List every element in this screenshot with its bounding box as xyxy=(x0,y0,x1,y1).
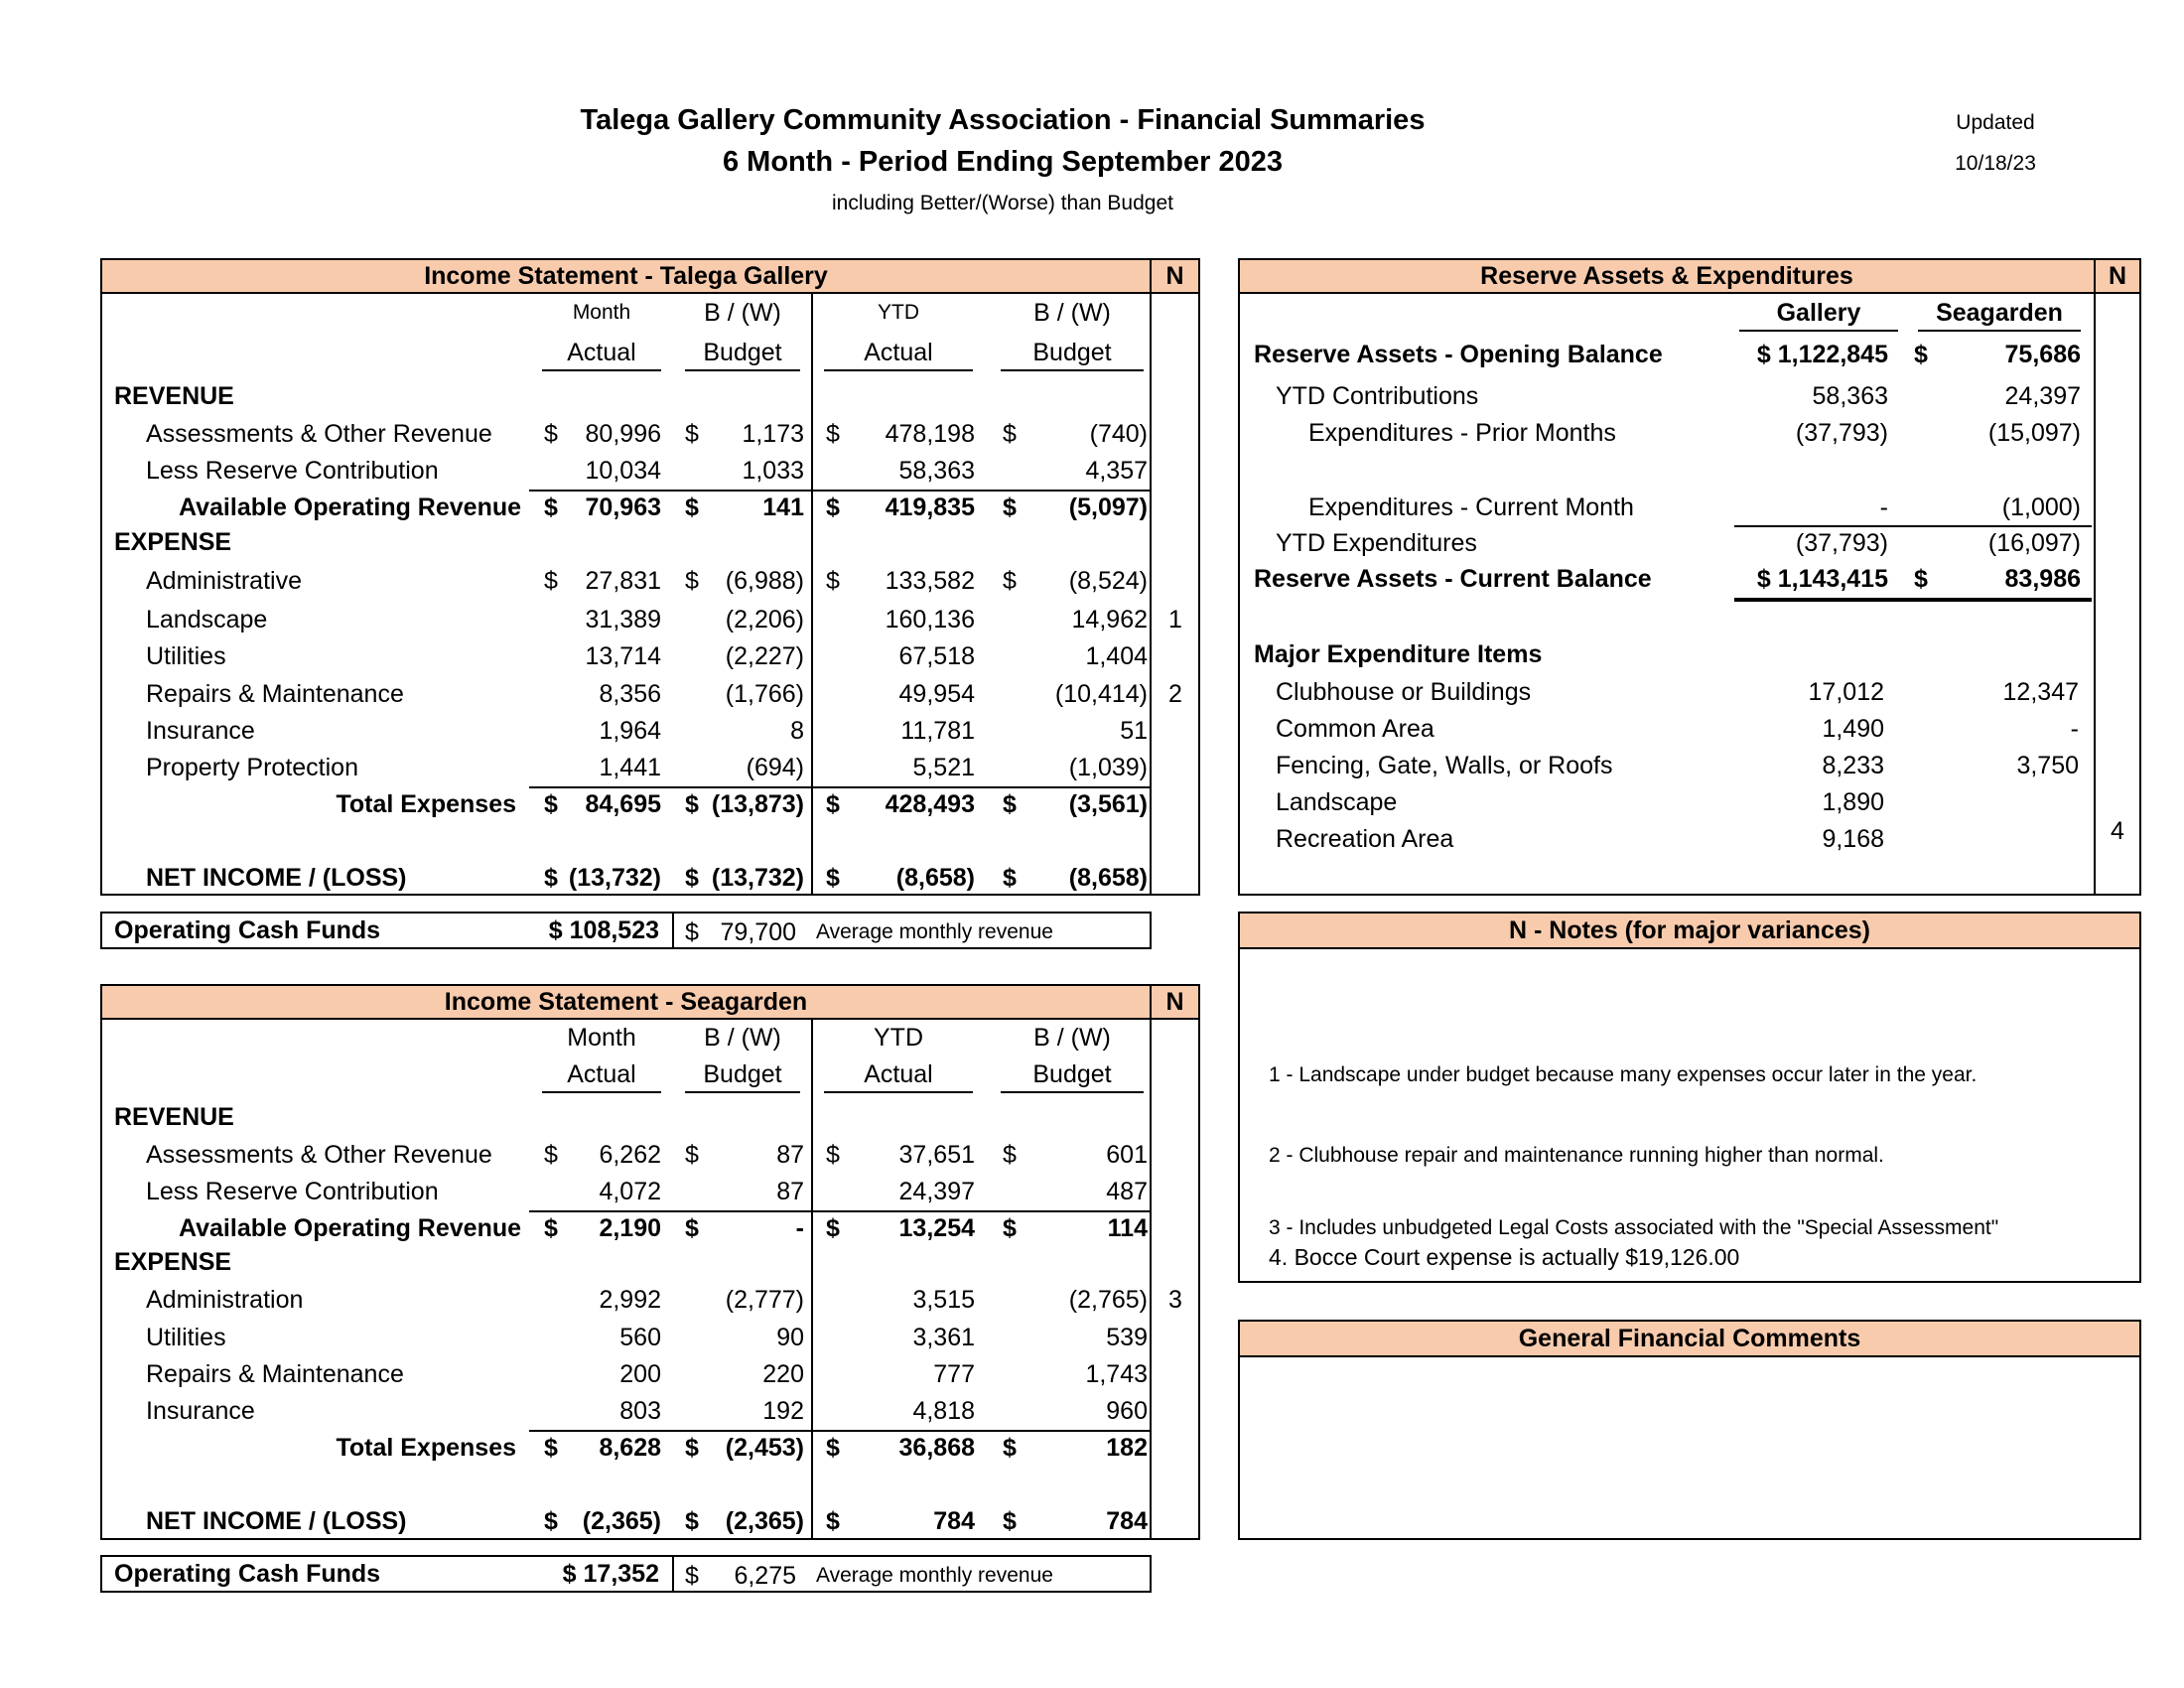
seagarden-head-rule-3 xyxy=(824,1091,973,1093)
gallery-month-actual: 27,831 xyxy=(585,567,661,595)
reserve-rule-double xyxy=(1734,598,2092,602)
seagarden-month-actual: (2,365) xyxy=(582,1507,661,1535)
gallery-month-actual: 8,356 xyxy=(599,680,661,708)
gallery-month-budget: 1,173 xyxy=(742,420,804,448)
reserve-title xyxy=(1238,258,2096,294)
gallery-cash-label: Operating Cash Funds xyxy=(114,916,381,944)
reserve-head-rule-1 xyxy=(1739,330,1898,332)
seagarden-month-budget: 87 xyxy=(776,1178,804,1205)
seagarden-row-label: NET INCOME / (LOSS) xyxy=(146,1507,407,1535)
seagarden-colhead-month: Month xyxy=(567,1024,636,1052)
seagarden-dollar-sign: $ xyxy=(685,1214,699,1242)
reserve-rule-ytd xyxy=(1734,525,2092,527)
n-head-text: N xyxy=(1165,262,1184,290)
gallery-colhead-budget2: Budget xyxy=(1032,339,1112,366)
gallery-rule-total xyxy=(529,786,1150,788)
reserve-row-label: Reserve Assets - Current Balance xyxy=(1254,565,1652,593)
gallery-expense-label: EXPENSE xyxy=(114,528,232,556)
seagarden-head-rule-2 xyxy=(685,1091,800,1093)
seagarden-dollar-sign: $ xyxy=(685,1507,699,1535)
gallery-dollar-sign: $ xyxy=(544,493,558,521)
reserve-gallery-value: - xyxy=(1879,493,1888,521)
seagarden-dollar-sign: $ xyxy=(1003,1214,1017,1242)
seagarden-row-label: Assessments & Other Revenue xyxy=(146,1141,492,1169)
gallery-row-label: Repairs & Maintenance xyxy=(146,680,404,708)
major-item-seagarden: - xyxy=(2070,715,2079,743)
seagarden-ytd-actual: 36,868 xyxy=(898,1434,975,1462)
gallery-month-actual: 70,963 xyxy=(585,493,661,521)
seagarden-colhead-actual2: Actual xyxy=(864,1060,933,1088)
seagarden-ytd-actual: 37,651 xyxy=(898,1141,975,1169)
gallery-head-rule-1 xyxy=(542,369,661,371)
seagarden-avg-value: 6,275 xyxy=(734,1562,796,1590)
gallery-avg-value: 79,700 xyxy=(720,918,796,946)
gallery-n-header xyxy=(1150,258,1200,294)
seagarden-month-actual: 2,190 xyxy=(599,1214,661,1242)
seagarden-cash-divider xyxy=(672,1555,674,1593)
reserve-n-divider xyxy=(2094,258,2096,896)
gallery-dollar-sign: $ xyxy=(826,790,840,818)
gallery-ytd-actual: 67,518 xyxy=(898,642,975,670)
major-item-label: Landscape xyxy=(1276,788,1398,816)
seagarden-dollar-sign: $ xyxy=(544,1214,558,1242)
gallery-income-title xyxy=(100,258,1152,294)
gallery-month-actual: (13,732) xyxy=(568,864,661,892)
seagarden-revenue-label: REVENUE xyxy=(114,1103,234,1131)
major-item-gallery: 9,168 xyxy=(1822,825,1884,853)
gallery-colhead-ytd: YTD xyxy=(878,301,919,324)
reserve-row-label: YTD Contributions xyxy=(1276,382,1479,410)
seagarden-colhead-actual1: Actual xyxy=(567,1060,636,1088)
gallery-ytd-budget: 51 xyxy=(1120,717,1148,745)
gallery-month-budget: 8 xyxy=(790,717,804,745)
seagarden-rule-total xyxy=(529,1430,1150,1432)
gallery-dollar-sign: $ xyxy=(685,420,699,448)
reserve-gallery-value: $ 1,122,845 xyxy=(1756,341,1888,368)
gallery-month-budget: (13,873) xyxy=(711,790,804,818)
gallery-month-budget: 1,033 xyxy=(742,457,804,485)
seagarden-ytd-actual: 777 xyxy=(933,1360,975,1388)
seagarden-month-actual: 200 xyxy=(619,1360,661,1388)
seagarden-ytd-budget: 784 xyxy=(1106,1507,1148,1535)
seagarden-ytd-actual: 784 xyxy=(933,1507,975,1535)
seagarden-month-actual: 4,072 xyxy=(599,1178,661,1205)
gallery-row-label: Less Reserve Contribution xyxy=(146,457,439,485)
reserve-seagarden-value: (1,000) xyxy=(2001,493,2081,521)
seagarden-month-actual: 803 xyxy=(619,1397,661,1425)
seagarden-colhead-budget1: Budget xyxy=(703,1060,782,1088)
gallery-month-budget: (1,766) xyxy=(725,680,804,708)
gallery-dollar-sign: $ xyxy=(544,864,558,892)
gallery-month-budget: (13,732) xyxy=(711,864,804,892)
gallery-row-label: NET INCOME / (LOSS) xyxy=(146,864,407,892)
major-item-seagarden: 3,750 xyxy=(2016,752,2079,779)
major-item-label: Recreation Area xyxy=(1276,825,1454,853)
gallery-ytd-budget: (10,414) xyxy=(1054,680,1148,708)
gallery-dollar-sign: $ xyxy=(1003,493,1017,521)
reserve-head-rule-2 xyxy=(1918,330,2081,332)
seagarden-dollar-sign: $ xyxy=(544,1434,558,1462)
seagarden-cash-value: $ 17,352 xyxy=(562,1560,659,1588)
seagarden-colhead-ytd: YTD xyxy=(874,1024,923,1052)
gallery-head-rule-3 xyxy=(824,369,973,371)
gallery-dollar-sign: $ xyxy=(685,493,699,521)
gallery-dollar-sign: $ xyxy=(826,864,840,892)
gallery-colhead-month: Month xyxy=(572,301,631,324)
gallery-note-ref: 2 xyxy=(1168,680,1182,708)
major-item-gallery: 8,233 xyxy=(1822,752,1884,779)
gallery-cash-value: $ 108,523 xyxy=(548,916,659,944)
gallery-row-label: Property Protection xyxy=(146,754,358,781)
seagarden-dollar-sign: $ xyxy=(685,1141,699,1169)
reserve-dollar-sign: $ xyxy=(1914,341,1928,368)
gallery-month-actual: 31,389 xyxy=(585,606,661,633)
seagarden-ytd-actual: 3,361 xyxy=(912,1324,975,1351)
reserve-seagarden-value: 75,686 xyxy=(2004,341,2081,368)
gallery-dollar-sign: $ xyxy=(1003,790,1017,818)
page-note: including Better/(Worse) than Budget xyxy=(832,192,1173,214)
gallery-dollar-sign: $ xyxy=(1003,420,1017,448)
gallery-ytd-actual: 133,582 xyxy=(885,567,975,595)
gallery-colhead-actual1: Actual xyxy=(567,339,636,366)
gallery-ytd-actual: 428,493 xyxy=(885,790,975,818)
seagarden-income-title xyxy=(100,984,1152,1020)
gallery-ytd-budget: 1,404 xyxy=(1085,642,1148,670)
seagarden-ytd-budget: 114 xyxy=(1107,1214,1148,1242)
gallery-head-rule-2 xyxy=(685,369,800,371)
gallery-ytd-budget: (5,097) xyxy=(1068,493,1148,521)
gallery-row-label: Insurance xyxy=(146,717,255,745)
seagarden-dollar-sign: $ xyxy=(544,1507,558,1535)
reserve-row-label: Expenditures - Prior Months xyxy=(1308,419,1616,447)
gallery-row-label: Landscape xyxy=(146,606,268,633)
seagarden-month-actual: 6,262 xyxy=(599,1141,661,1169)
gallery-ytd-actual: 58,363 xyxy=(898,457,975,485)
gallery-ytd-budget: (8,658) xyxy=(1068,864,1148,892)
major-item-gallery: 1,490 xyxy=(1822,715,1884,743)
gallery-month-budget: (2,227) xyxy=(725,642,804,670)
gallery-colhead-actual2: Actual xyxy=(864,339,933,366)
gallery-n-divider xyxy=(1150,258,1152,896)
gallery-colhead-budget1: Budget xyxy=(703,339,782,366)
gallery-month-budget: 141 xyxy=(762,493,804,521)
reserve-n-header xyxy=(2094,258,2141,294)
gallery-dollar-sign: $ xyxy=(544,420,558,448)
seagarden-title-text: Income Statement - Seagarden xyxy=(444,988,808,1016)
gallery-avg-label: Average monthly revenue xyxy=(816,920,1053,943)
seagarden-row-label: Less Reserve Contribution xyxy=(146,1178,439,1205)
seagarden-cash-label: Operating Cash Funds xyxy=(114,1560,381,1588)
comments-title xyxy=(1238,1320,2141,1357)
gallery-dollar-sign: $ xyxy=(544,567,558,595)
seagarden-n-divider xyxy=(1150,984,1152,1540)
seagarden-row-label: Insurance xyxy=(146,1397,255,1425)
gallery-ytd-actual: 419,835 xyxy=(885,493,975,521)
gallery-row-label: Available Operating Revenue xyxy=(179,493,522,521)
seagarden-row-label: Administration xyxy=(146,1286,304,1314)
reserve-row-label: Expenditures - Current Month xyxy=(1308,493,1634,521)
reserve-seagarden-value: (16,097) xyxy=(1987,529,2081,557)
gallery-avg-dollar: $ xyxy=(685,918,699,946)
gallery-month-actual: 1,441 xyxy=(599,754,661,781)
seagarden-ytd-actual: 24,397 xyxy=(898,1178,975,1205)
gallery-colhead-bw1: B / (W) xyxy=(704,299,781,327)
seagarden-colhead-budget2: Budget xyxy=(1032,1060,1112,1088)
note-3: 3 - Includes unbudgeted Legal Costs associated with the "Special Assessment" xyxy=(1269,1216,1999,1239)
note-2: 2 - Clubhouse repair and maintenance running higher than normal. xyxy=(1269,1144,1884,1167)
seagarden-dollar-sign: $ xyxy=(826,1434,840,1462)
seagarden-dollar-sign: $ xyxy=(544,1141,558,1169)
gallery-colhead-bw2: B / (W) xyxy=(1033,299,1111,327)
seagarden-dollar-sign: $ xyxy=(1003,1434,1017,1462)
seagarden-month-budget: 87 xyxy=(776,1141,804,1169)
seagarden-dollar-sign: $ xyxy=(826,1141,840,1169)
gallery-month-actual: 1,964 xyxy=(599,717,661,745)
gallery-month-actual: 80,996 xyxy=(585,420,661,448)
n-head-text: N xyxy=(2108,262,2127,290)
major-item-gallery: 1,890 xyxy=(1822,788,1884,816)
seagarden-ytd-actual: 4,818 xyxy=(912,1397,975,1425)
reserve-title-text: Reserve Assets & Expenditures xyxy=(1480,262,1853,290)
n-head-text: N xyxy=(1165,988,1184,1016)
gallery-dollar-sign: $ xyxy=(826,567,840,595)
gallery-month-budget: (2,206) xyxy=(725,606,804,633)
seagarden-colhead-bw2: B / (W) xyxy=(1033,1024,1111,1052)
reserve-gallery-value: (37,793) xyxy=(1795,529,1888,557)
major-item-label: Clubhouse or Buildings xyxy=(1276,678,1532,706)
gallery-month-actual: 13,714 xyxy=(585,642,661,670)
gallery-dollar-sign: $ xyxy=(544,790,558,818)
gallery-ytd-budget: (1,039) xyxy=(1068,754,1148,781)
gallery-dollar-sign: $ xyxy=(826,420,840,448)
seagarden-dollar-sign: $ xyxy=(826,1507,840,1535)
reserve-seagarden-value: 83,986 xyxy=(2004,565,2081,593)
seagarden-month-budget: 90 xyxy=(776,1324,804,1351)
gallery-ytd-actual: 5,521 xyxy=(912,754,975,781)
reserve-gallery-value: $ 1,143,415 xyxy=(1756,565,1888,593)
seagarden-month-budget: (2,453) xyxy=(725,1434,804,1462)
gallery-ytd-budget: (740) xyxy=(1089,420,1148,448)
gallery-month-actual: 10,034 xyxy=(585,457,661,485)
seagarden-month-budget: (2,777) xyxy=(725,1286,804,1314)
reserve-note-ref: 4 xyxy=(2111,817,2124,845)
gallery-month-actual: 84,695 xyxy=(585,790,661,818)
seagarden-ytd-budget: (2,765) xyxy=(1068,1286,1148,1314)
reserve-gallery-value: (37,793) xyxy=(1795,419,1888,447)
seagarden-row-label: Utilities xyxy=(146,1324,226,1351)
seagarden-rule-subtotal xyxy=(529,1210,1150,1212)
gallery-row-label: Administrative xyxy=(146,567,302,595)
seagarden-colhead-bw1: B / (W) xyxy=(704,1024,781,1052)
seagarden-dollar-sign: $ xyxy=(1003,1141,1017,1169)
gallery-cash-divider xyxy=(672,912,674,949)
gallery-month-budget: (6,988) xyxy=(725,567,804,595)
gallery-ytd-divider xyxy=(811,294,813,896)
reserve-seagarden-value: 24,397 xyxy=(2004,382,2081,410)
gallery-title-text: Income Statement - Talega Gallery xyxy=(424,262,828,290)
seagarden-head-rule-1 xyxy=(542,1091,661,1093)
reserve-dollar-sign: $ xyxy=(1914,565,1928,593)
notes-title-text: N - Notes (for major variances) xyxy=(1509,916,1870,944)
seagarden-note-ref: 3 xyxy=(1168,1286,1182,1314)
seagarden-ytd-budget: 487 xyxy=(1106,1178,1148,1205)
gallery-ytd-actual: 49,954 xyxy=(898,680,975,708)
seagarden-month-budget: 220 xyxy=(762,1360,804,1388)
gallery-rule-subtotal xyxy=(529,490,1150,492)
gallery-dollar-sign: $ xyxy=(685,567,699,595)
seagarden-n-header xyxy=(1150,984,1200,1020)
seagarden-expense-label: EXPENSE xyxy=(114,1248,232,1276)
updated-label: Updated xyxy=(1956,111,2035,134)
seagarden-dollar-sign: $ xyxy=(1003,1507,1017,1535)
seagarden-ytd-budget: 601 xyxy=(1106,1141,1148,1169)
seagarden-avg-label: Average monthly revenue xyxy=(816,1564,1053,1587)
reserve-row-label: Reserve Assets - Opening Balance xyxy=(1254,341,1663,368)
major-item-label: Fencing, Gate, Walls, or Roofs xyxy=(1276,752,1613,779)
gallery-dollar-sign: $ xyxy=(685,790,699,818)
reserve-row-label: YTD Expenditures xyxy=(1276,529,1477,557)
gallery-head-rule-4 xyxy=(1001,369,1144,371)
seagarden-month-budget: 192 xyxy=(762,1397,804,1425)
gallery-ytd-actual: (8,658) xyxy=(895,864,975,892)
gallery-dollar-sign: $ xyxy=(1003,864,1017,892)
gallery-ytd-budget: (3,561) xyxy=(1068,790,1148,818)
gallery-ytd-actual: 11,781 xyxy=(900,717,975,745)
seagarden-ytd-budget: 539 xyxy=(1106,1324,1148,1351)
note-1: 1 - Landscape under budget because many expenses occur later in the year. xyxy=(1269,1063,1978,1086)
seagarden-avg-dollar: $ xyxy=(685,1562,699,1590)
seagarden-dollar-sign: $ xyxy=(826,1214,840,1242)
seagarden-ytd-divider xyxy=(811,1020,813,1540)
updated-date: 10/18/23 xyxy=(1955,152,2036,175)
seagarden-ytd-budget: 182 xyxy=(1106,1434,1148,1462)
major-item-gallery: 17,012 xyxy=(1808,678,1884,706)
reserve-col-seagarden: Seagarden xyxy=(1936,299,2063,327)
gallery-dollar-sign: $ xyxy=(1003,567,1017,595)
seagarden-row-label: Repairs & Maintenance xyxy=(146,1360,404,1388)
reserve-gallery-value: 58,363 xyxy=(1812,382,1888,410)
seagarden-month-actual: 2,992 xyxy=(599,1286,661,1314)
seagarden-head-rule-4 xyxy=(1001,1091,1144,1093)
gallery-ytd-budget: (8,524) xyxy=(1068,567,1148,595)
page-title: Talega Gallery Community Association - Financial Summaries xyxy=(580,104,1426,136)
seagarden-month-budget: - xyxy=(795,1214,804,1242)
major-items-label: Major Expenditure Items xyxy=(1254,640,1543,668)
seagarden-month-budget: (2,365) xyxy=(725,1507,804,1535)
gallery-month-budget: (694) xyxy=(746,754,804,781)
seagarden-row-label: Total Expenses xyxy=(336,1434,516,1462)
gallery-dollar-sign: $ xyxy=(826,493,840,521)
gallery-revenue-label: REVENUE xyxy=(114,382,234,410)
major-item-seagarden: 12,347 xyxy=(2002,678,2079,706)
note-4: 4. Bocce Court expense is actually $19,126.00 xyxy=(1269,1244,1740,1270)
gallery-row-label: Total Expenses xyxy=(336,790,516,818)
page-subtitle: 6 Month - Period Ending September 2023 xyxy=(723,146,1283,178)
seagarden-month-actual: 560 xyxy=(619,1324,661,1351)
seagarden-dollar-sign: $ xyxy=(685,1434,699,1462)
reserve-col-gallery: Gallery xyxy=(1776,299,1861,327)
seagarden-month-actual: 8,628 xyxy=(599,1434,661,1462)
gallery-ytd-actual: 478,198 xyxy=(885,420,975,448)
major-item-label: Common Area xyxy=(1276,715,1434,743)
seagarden-ytd-actual: 3,515 xyxy=(912,1286,975,1314)
gallery-ytd-budget: 4,357 xyxy=(1085,457,1148,485)
gallery-ytd-budget: 14,962 xyxy=(1071,606,1148,633)
gallery-row-label: Utilities xyxy=(146,642,226,670)
seagarden-ytd-budget: 960 xyxy=(1106,1397,1148,1425)
comments-title-text: General Financial Comments xyxy=(1518,1325,1861,1352)
gallery-ytd-actual: 160,136 xyxy=(885,606,975,633)
seagarden-ytd-budget: 1,743 xyxy=(1085,1360,1148,1388)
gallery-dollar-sign: $ xyxy=(685,864,699,892)
seagarden-ytd-actual: 13,254 xyxy=(898,1214,975,1242)
notes-title xyxy=(1238,912,2141,949)
gallery-note-ref: 1 xyxy=(1168,606,1182,633)
gallery-row-label: Assessments & Other Revenue xyxy=(146,420,492,448)
seagarden-row-label: Available Operating Revenue xyxy=(179,1214,522,1242)
reserve-seagarden-value: (15,097) xyxy=(1987,419,2081,447)
